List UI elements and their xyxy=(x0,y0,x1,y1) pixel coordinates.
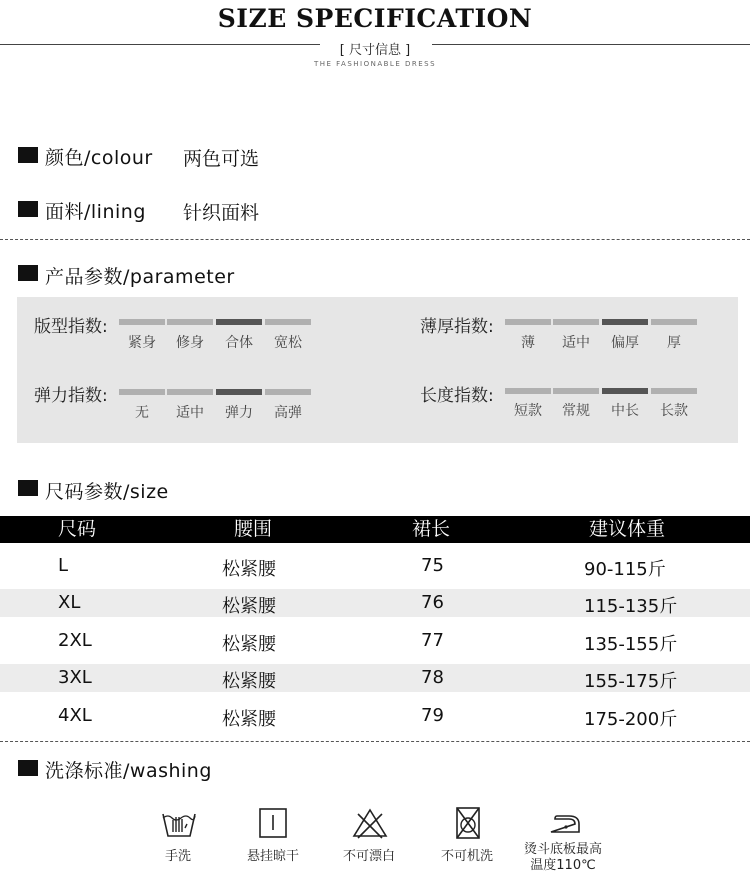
bullet-square xyxy=(18,480,38,496)
cell-waist: 松紧腰 xyxy=(222,671,276,692)
wash-label: 不可机洗 xyxy=(440,849,493,864)
param-title-thickness: 薄厚指数: xyxy=(420,317,494,337)
param-option: 适中 xyxy=(176,405,204,421)
divider xyxy=(0,239,750,240)
cell-length: 77 xyxy=(421,630,444,651)
param-segment xyxy=(505,388,551,394)
divider xyxy=(0,741,750,742)
param-option: 长款 xyxy=(660,403,688,419)
param-option: 短款 xyxy=(514,403,542,419)
cell-size: 4XL xyxy=(58,705,92,726)
param-segment-selected xyxy=(216,389,262,395)
cell-waist: 松紧腰 xyxy=(222,559,276,580)
param-segment xyxy=(651,388,697,394)
wash-label: 烫斗底板最高 xyxy=(523,842,602,857)
param-title-length: 长度指数: xyxy=(420,386,494,406)
cell-waist: 松紧腰 xyxy=(222,596,276,617)
column-header: 尺码 xyxy=(58,518,97,540)
parameter-label: 产品参数/parameter xyxy=(45,266,235,288)
column-header: 裙长 xyxy=(412,518,451,540)
washing-label: 洗涤标准/washing xyxy=(45,760,212,782)
param-segment xyxy=(119,389,165,395)
no-machine-wash-icon xyxy=(448,806,488,840)
cell-length: 79 xyxy=(421,705,444,726)
param-option: 适中 xyxy=(562,335,590,351)
param-segment xyxy=(505,319,551,325)
param-segment-selected xyxy=(216,319,262,325)
colour-label: 颜色/colour xyxy=(45,147,153,169)
param-option: 厚 xyxy=(667,335,681,351)
bullet-square xyxy=(18,265,38,281)
subtitle-cn: [ 尺寸信息 ] xyxy=(339,43,411,58)
cell-size: XL xyxy=(58,592,81,613)
wash-label: 悬挂晾干 xyxy=(246,849,299,864)
cell-size: 2XL xyxy=(58,630,92,651)
param-segment xyxy=(265,389,311,395)
wash-label: 不可漂白 xyxy=(342,849,395,864)
param-segment xyxy=(167,319,213,325)
hand-wash-icon xyxy=(159,806,199,840)
bullet-square xyxy=(18,201,38,217)
param-segment xyxy=(265,319,311,325)
cell-weight: 90-115斤 xyxy=(584,559,666,580)
cell-length: 78 xyxy=(421,667,444,688)
lining-label: 面料/lining xyxy=(45,201,146,223)
cell-size: 3XL xyxy=(58,667,92,688)
param-option: 薄 xyxy=(521,335,535,351)
iron-icon xyxy=(545,806,585,840)
cell-waist: 松紧腰 xyxy=(222,634,276,655)
param-segment xyxy=(553,319,599,325)
param-option: 紧身 xyxy=(128,335,156,351)
column-header: 建议体重 xyxy=(589,518,666,540)
wash-label: 温度110℃ xyxy=(530,858,596,873)
hang-dry-icon xyxy=(253,806,293,840)
cell-length: 76 xyxy=(421,592,444,613)
cell-weight: 175-200斤 xyxy=(584,709,678,730)
param-option: 常规 xyxy=(562,403,590,419)
param-option: 无 xyxy=(135,405,149,421)
param-option: 修身 xyxy=(176,335,204,351)
cell-weight: 115-135斤 xyxy=(584,596,678,617)
param-title-elasticity: 弹力指数: xyxy=(34,386,108,406)
cell-weight: 155-175斤 xyxy=(584,671,678,692)
param-option: 合体 xyxy=(225,335,253,351)
page-title: SIZE SPECIFICATION xyxy=(217,4,533,33)
cell-weight: 135-155斤 xyxy=(584,634,678,655)
param-option: 弹力 xyxy=(225,405,253,421)
param-segment-selected xyxy=(602,388,648,394)
no-bleach-icon xyxy=(350,806,390,840)
wash-label: 手洗 xyxy=(164,849,191,864)
lining-value: 针织面料 xyxy=(183,202,260,224)
bullet-square xyxy=(18,147,38,163)
column-header: 腰围 xyxy=(234,518,273,540)
cell-size: L xyxy=(58,555,69,576)
param-option: 偏厚 xyxy=(611,335,639,351)
cell-waist: 松紧腰 xyxy=(222,709,276,730)
bullet-square xyxy=(18,760,38,776)
param-option: 中长 xyxy=(611,403,639,419)
param-segment xyxy=(651,319,697,325)
param-option: 高弹 xyxy=(274,405,302,421)
cell-length: 75 xyxy=(421,555,444,576)
colour-value: 两色可选 xyxy=(183,148,260,170)
param-segment xyxy=(553,388,599,394)
subtitle-en: THE FASHIONABLE DRESS xyxy=(313,60,437,68)
param-segment xyxy=(167,389,213,395)
param-segment-selected xyxy=(602,319,648,325)
param-option: 宽松 xyxy=(274,335,302,351)
param-title-fit: 版型指数: xyxy=(34,317,108,337)
size-label: 尺码参数/size xyxy=(45,481,169,503)
param-segment xyxy=(119,319,165,325)
